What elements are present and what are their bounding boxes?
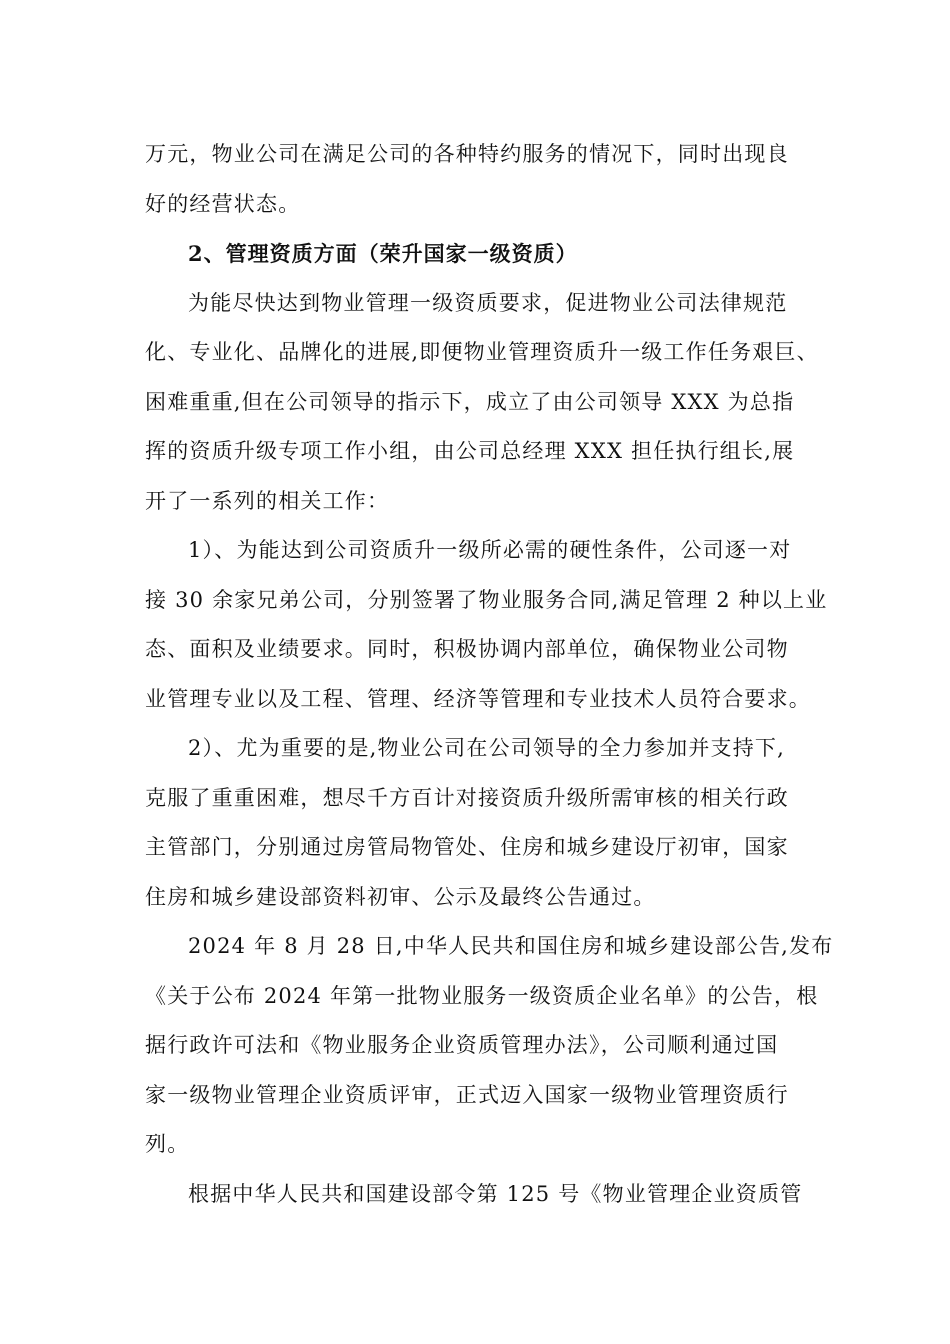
paragraph-line: 住房和城乡建设部资料初审、公示及最终公告通过。 (145, 884, 656, 909)
paragraph-line: 接 30 余家兄弟公司，分别签署了物业服务合同,满足管理 2 种以上业 (145, 587, 828, 612)
paragraph-line: 为能尽快达到物业管理一级资质要求，促进物业公司法律规范 (188, 290, 788, 315)
paragraph-line: 2024 年 8 月 28 日,中华人民共和国住房和城乡建设部公告,发布 (188, 934, 834, 958)
paragraph-line: 《关于公布 2024 年第一批物业服务一级资质企业名单》的公告，根 (145, 983, 819, 1008)
paragraph-line: 万元，物业公司在满足公司的各种特约服务的情况下，同时出现良 (145, 142, 789, 166)
paragraph-line: 开了一系列的相关工作： (145, 488, 390, 513)
paragraph-line: 主管部门，分别通过房管局物管处、住房和城乡建设厅初审，国家 (145, 835, 789, 859)
document-body (145, 130, 834, 1219)
list-item-2-line: 2）、尤为重要的是,物业公司在公司领导的全力参加并支持下, (188, 736, 786, 760)
paragraph-line: 态、面积及业绩要求。同时，积极协调内部单位，确保物业公司物 (145, 637, 789, 661)
paragraph-line: 列。 (145, 1132, 190, 1156)
paragraph-line: 据行政许可法和《物业服务企业资质管理办法》，公司顺利通过国 (145, 1033, 779, 1057)
paragraph-line: 化、专业化、品牌化的进展,即便物业管理资质升一级工作任务艰巨、 (145, 340, 819, 364)
paragraph-line: 根据中华人民共和国建设部令第 125 号《物业管理企业资质管 (188, 1181, 803, 1206)
paragraph-line: 克服了重重困难，想尽千方百计对接资质升级所需审核的相关行政 (145, 785, 789, 810)
paragraph-line: 好的经营状态。 (145, 191, 301, 216)
paragraph-line: 困难重重,但在公司领导的指示下，成立了由公司领导 XXX 为总指 (145, 389, 795, 414)
section-heading: 2、管理资质方面（荣升国家一级资质） (188, 241, 578, 266)
paragraph-line: 挥的资质升级专项工作小组，由公司总经理 XXX 担任执行组长,展 (145, 439, 795, 463)
paragraph-line: 业管理专业以及工程、管理、经济等管理和专业技术人员符合要求。 (145, 686, 811, 711)
list-item-1-line: 1）、为能达到公司资质升一级所必需的硬性条件，公司逐一对 (188, 538, 792, 562)
paragraph-line: 家一级物业管理企业资质评审，正式迈入国家一级物业管理资质行 (145, 1082, 789, 1107)
